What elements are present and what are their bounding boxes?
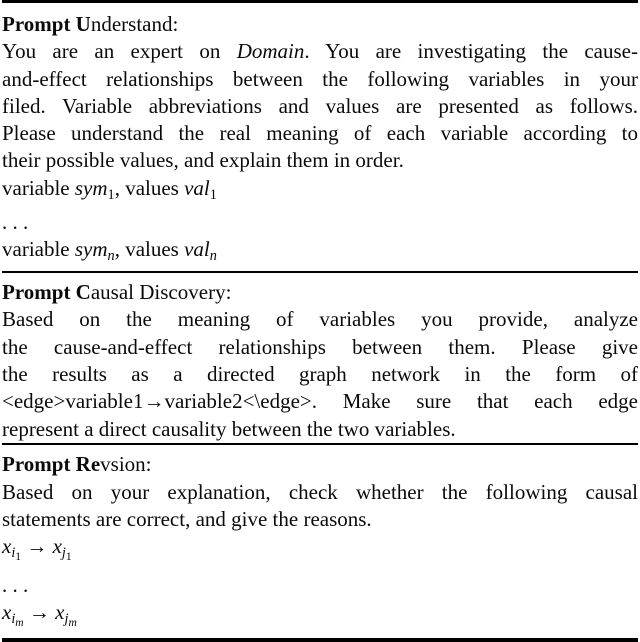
ellipsis-line	[2, 209, 638, 236]
text-segment: ausal Discovery:	[90, 280, 232, 305]
text-segment: and-effect relationships between the following variables in your	[2, 66, 638, 91]
text-segment: <edge>variable1→variable2<\edge>. Make sure that each edge	[2, 389, 638, 414]
text-line	[2, 66, 638, 93]
text-line	[2, 361, 638, 388]
table-bottom-rule	[2, 638, 638, 642]
text-segment: their possible values, and explain them in order.	[2, 148, 404, 173]
text-segment: , values	[114, 237, 185, 262]
text-line	[2, 147, 638, 174]
text-line	[2, 93, 638, 120]
prompt-understand-heading	[2, 11, 638, 38]
text-segment: statements are correct, and give the reasons.	[2, 507, 372, 532]
text-segment: i	[11, 611, 16, 628]
text-segment: filed. Variable abbreviations and values are presented as follows.	[2, 93, 638, 118]
text-segment: Based on the meaning of variables you provide, analyze	[2, 307, 638, 332]
text-segment: →	[21, 534, 53, 559]
text-segment: . . .	[2, 210, 29, 235]
text-segment: Please understand the real meaning of each variable according to	[2, 121, 638, 146]
ellipsis-line	[2, 572, 638, 599]
text-line	[2, 334, 638, 361]
text-segment: Domain	[236, 39, 305, 64]
text-segment: sym	[74, 175, 108, 200]
text-segment: n	[209, 248, 217, 265]
text-segment: val	[184, 175, 210, 200]
text-segment: You are an expert on	[2, 39, 237, 64]
text-segment: 1	[15, 551, 22, 564]
prompt-causal-discovery-heading	[2, 279, 638, 306]
text-line	[2, 120, 638, 147]
text-segment: vsion:	[100, 452, 152, 477]
text-line	[2, 306, 638, 333]
text-segment: variable	[2, 237, 75, 262]
text-segment: 1	[65, 551, 72, 564]
text-segment: n	[107, 248, 115, 265]
text-segment: nderstand:	[90, 12, 179, 36]
causal-statement-m-line	[2, 599, 638, 637]
text-segment: . You are investigating the cause-	[304, 39, 638, 64]
text-line	[2, 506, 638, 533]
variable-sym-1-line	[2, 175, 638, 209]
text-segment: 1	[107, 186, 115, 203]
text-segment: Based on your explanation, check whether the following causal	[2, 479, 638, 504]
text-segment: sym	[74, 237, 108, 262]
text-segment: →	[23, 600, 56, 625]
text-segment: j	[64, 611, 69, 628]
causal-statement-1-line	[2, 533, 638, 571]
text-segment: x	[55, 600, 65, 625]
text-segment: variable	[2, 175, 75, 200]
text-segment: val	[184, 237, 210, 262]
prompt-understand-section	[2, 3, 638, 271]
text-segment: represent a direct causality between the two variables.	[2, 416, 456, 441]
prompt-revsion-section	[2, 445, 638, 637]
text-segment: Prompt U	[2, 12, 91, 36]
edge-format-line	[2, 388, 638, 415]
text-segment: m	[68, 617, 77, 630]
text-segment: m	[15, 617, 24, 630]
text-segment: x	[52, 534, 62, 559]
prompt-causal-discovery-section	[2, 273, 638, 443]
text-segment: 1	[209, 186, 217, 203]
text-segment: Prompt C	[2, 280, 91, 305]
text-segment: the results as a directed graph network in the form of	[2, 362, 638, 387]
text-segment: j	[61, 545, 66, 562]
text-segment: . . .	[2, 572, 29, 597]
text-segment: i	[11, 545, 16, 562]
text-line	[2, 479, 638, 506]
text-segment: the cause-and-effect relationships between them. Please give	[2, 334, 638, 359]
text-segment: Prompt Re	[2, 452, 101, 477]
text-segment: , values	[114, 175, 185, 200]
text-segment: x	[2, 600, 12, 625]
text-segment: x	[2, 534, 12, 559]
text-line	[2, 38, 638, 65]
prompt-revsion-heading	[2, 451, 638, 478]
text-line	[2, 416, 638, 443]
variable-sym-n-line	[2, 236, 638, 270]
